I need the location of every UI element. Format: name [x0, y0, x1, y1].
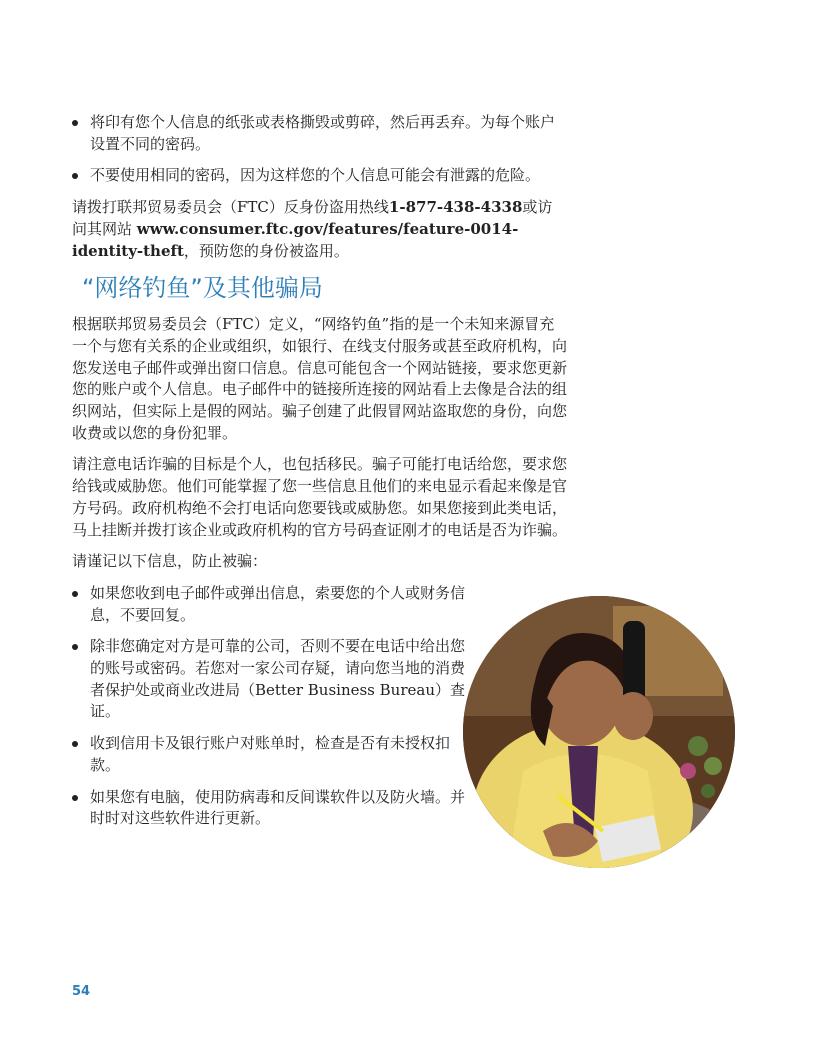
- list-item: [72, 583, 467, 626]
- bullet-dot-icon: [72, 173, 78, 179]
- list-item: [72, 787, 467, 830]
- list-item: [72, 733, 467, 776]
- bullet-dot-icon: [72, 120, 78, 126]
- list-item-text: 如果您收到电子邮件或弹出信息，索要您的个人或财务信息，不要回复。: [90, 583, 466, 624]
- phone-scam-paragraph: 请注意电话诈骗的目标是个人，也包括移民。骗子可能打电话给您，要求您给钱或威胁您。他们可能掌握了您一些信息且他们的来电显示看起来像是官方号码。政府机构绝不会打电话向您要钱或威胁您。如果您接到此类电话，马上挂断并拨打该企业或政府机构的官方号码查证刚才的电话是否为诈骗。: [72, 455, 568, 539]
- bullet-dot-icon: [72, 795, 78, 801]
- list-item-text: 除非您确定对方是可靠的公司，否则不要在电话中给出您的账号或密码。若您对一家公司存疑，请向您当地的消费者保护处或商业改进局（Better Business Bureau）查证。: [90, 637, 466, 721]
- woman-on-phone-photo: [463, 596, 735, 868]
- ftc-text-after: ，预防您的身份被盗用。: [183, 241, 349, 260]
- ftc-text-before: 请拨打联邦贸易委员会（FTC）反身份盗用热线: [72, 198, 389, 217]
- bullet-dot-icon: [72, 644, 78, 650]
- page-number: 54: [72, 984, 91, 999]
- phishing-definition-paragraph: 根据联邦贸易委员会（FTC）定义，“网络钓鱼”指的是一个未知来源冒充一个与您有关系的企业或组织，如银行、在线支付服务或甚至政府机构，向您发送电子邮件或弹出窗口信息。信息可能包含一个网站链接，要求您更新您的账户或个人信息。电子邮件中的链接所连接的网站看上去像是合法的组织网站，但实际上是假的网站。骗子创建了此假冒网站盗取您的身份，向您收费或以您的身份犯罪。: [72, 315, 568, 442]
- list-item-text: 如果您有电脑，使用防病毒和反间谍软件以及防火墙。并时时对这些软件进行更新。: [90, 787, 466, 828]
- list-item: [72, 165, 567, 187]
- list-item: [72, 112, 567, 155]
- bullet-list-top: [72, 112, 567, 187]
- list-item-text: 不要使用相同的密码，因为这样您的个人信息可能会有泄露的危险。: [90, 166, 541, 185]
- bullet-dot-icon: [72, 741, 78, 747]
- tips-intro-paragraph: 请谨记以下信息，防止被骗：: [72, 552, 268, 571]
- bullet-list-bottom: [72, 583, 467, 830]
- list-item: [72, 636, 467, 723]
- list-item-text: 收到信用卡及银行账户对账单时，检查是否有未授权扣款。: [90, 734, 451, 774]
- photo-illustration: [463, 596, 735, 868]
- ftc-website-link[interactable]: www.consumer.ftc.gov/features/feature-0014-identity-theft: [72, 219, 519, 260]
- ftc-text-middle: 或访问其网站: [72, 198, 553, 238]
- list-item-text: 将印有您个人信息的纸张或表格撕毁或剪碎，然后再丢弃。为每个账户设置不同的密码。: [90, 113, 556, 153]
- ftc-hotline-paragraph: [72, 197, 567, 262]
- ftc-phone-number: 1-877-438-4338: [388, 198, 523, 217]
- bullet-dot-icon: [72, 591, 78, 597]
- section-title: “网络钓鱼”及其他骗局: [82, 274, 323, 303]
